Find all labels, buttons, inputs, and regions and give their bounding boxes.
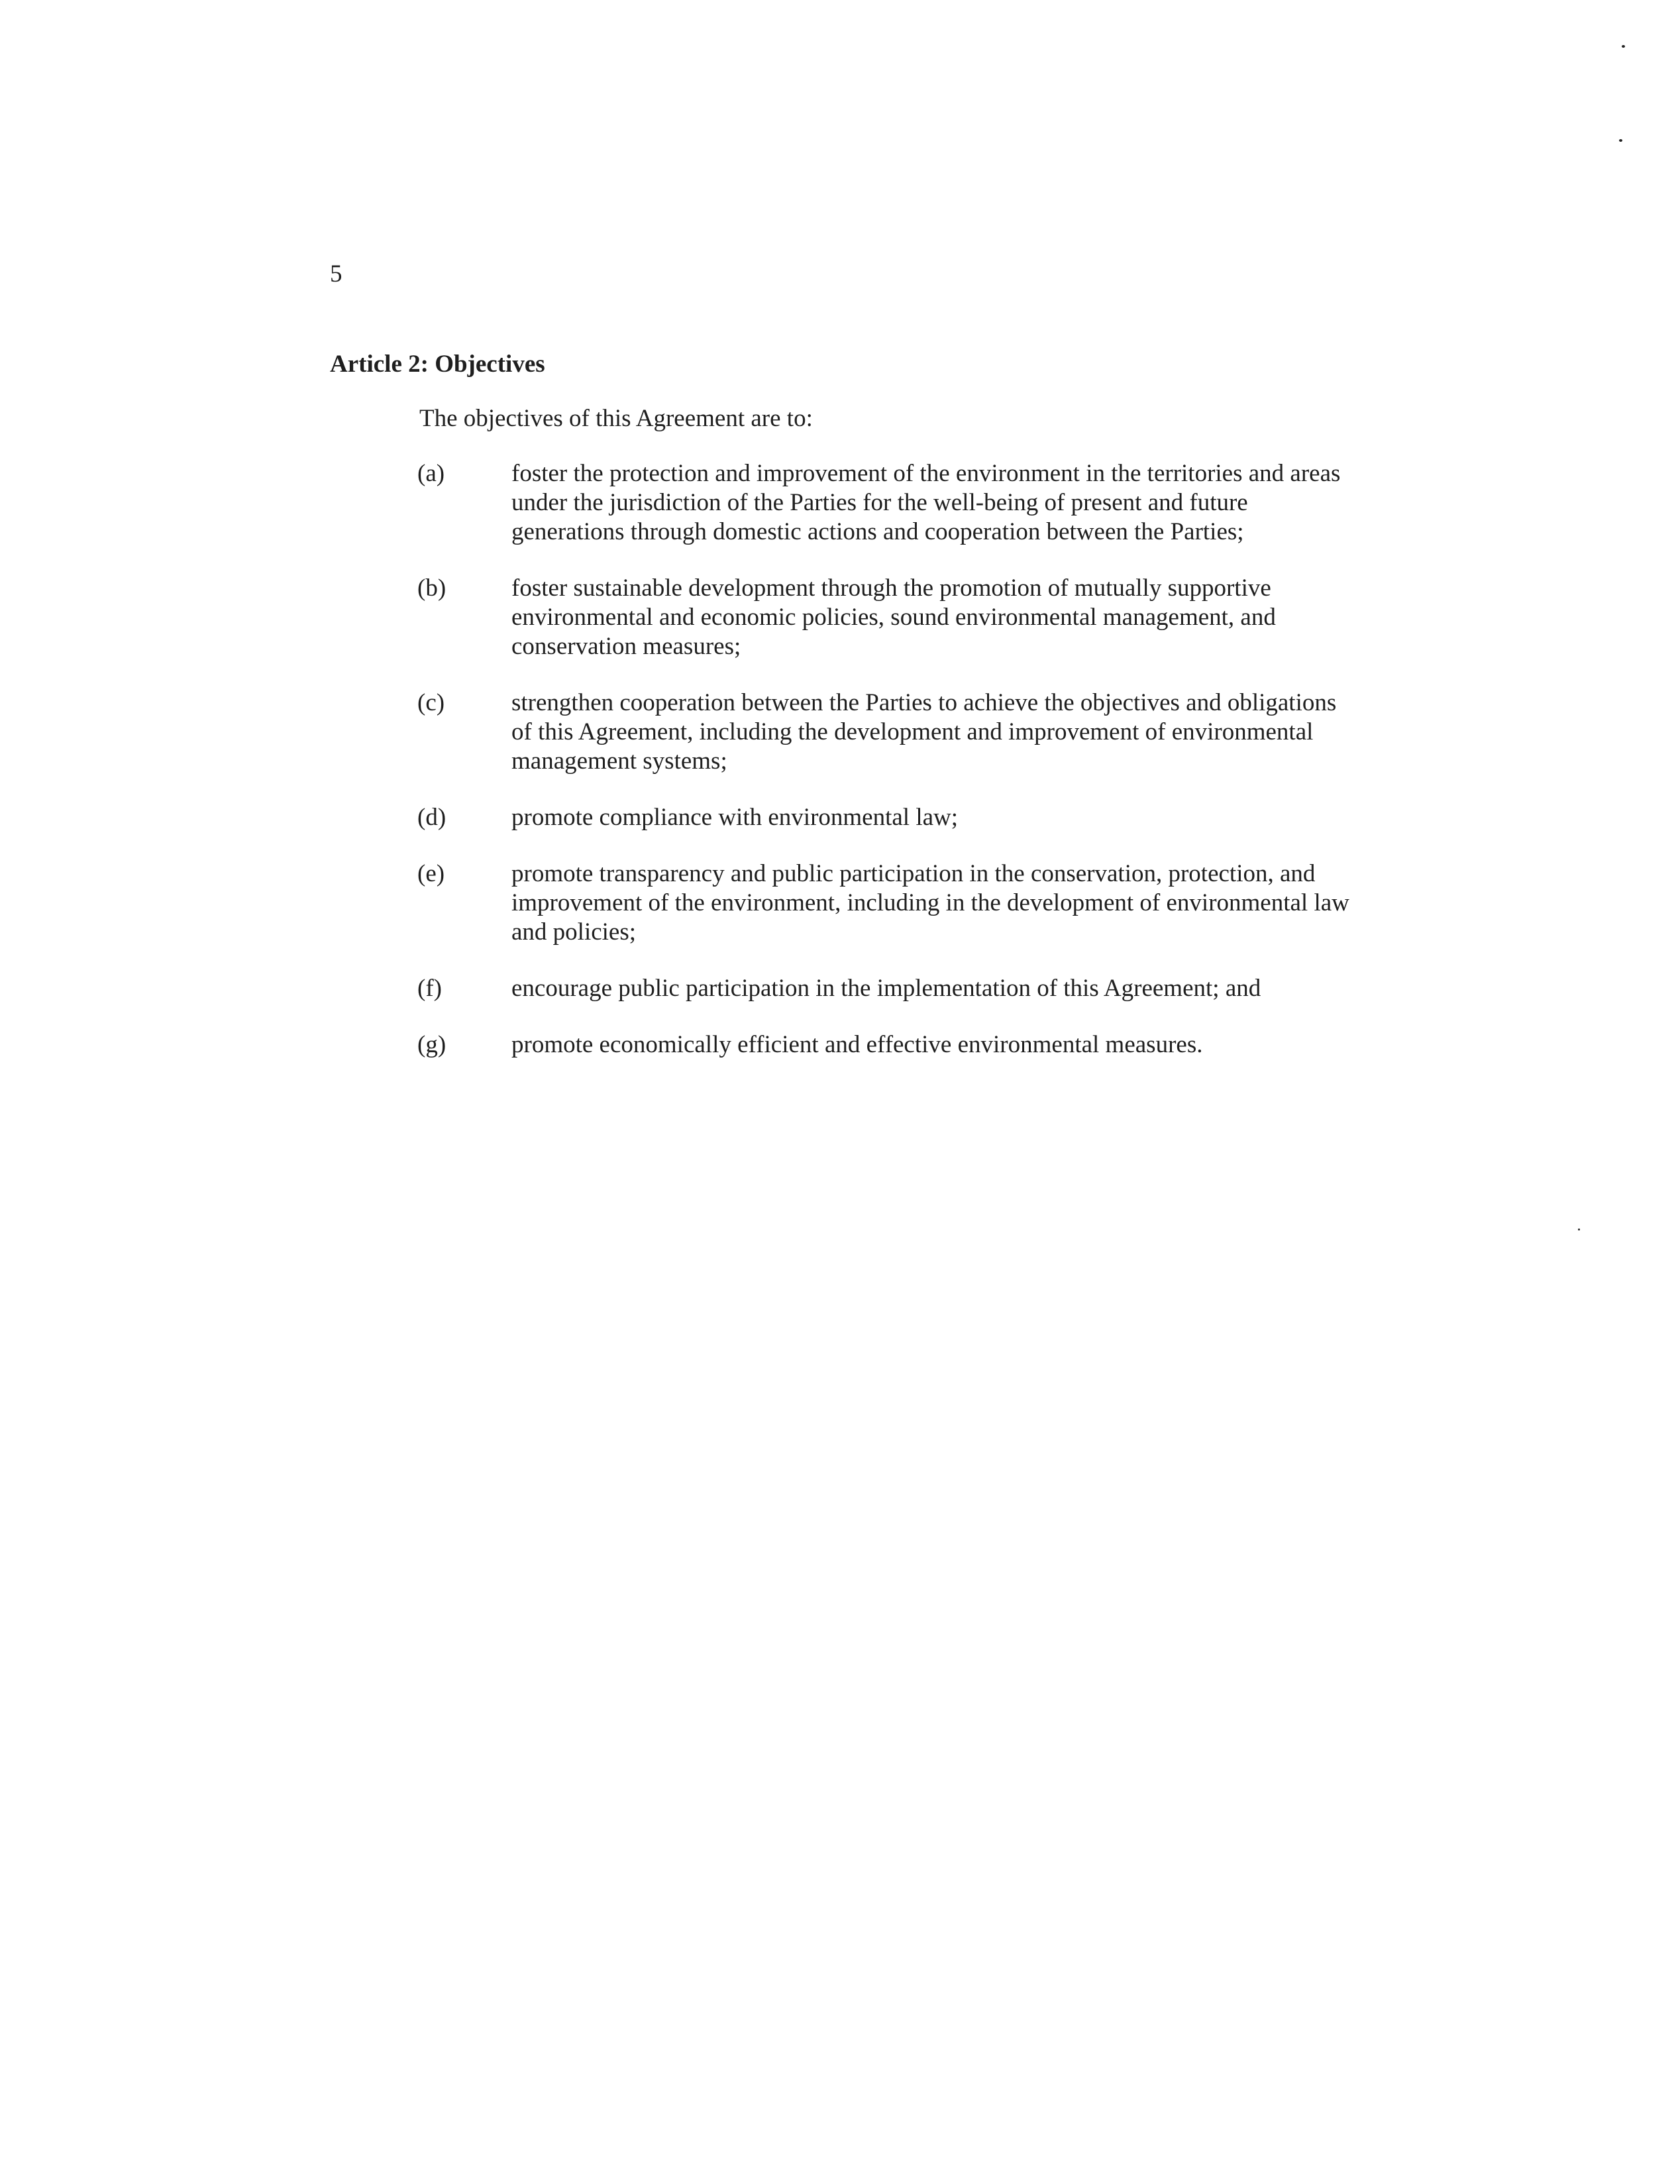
objective-text: promote economically efficient and effective environmental measures. [511, 1031, 1203, 1058]
objective-text: strengthen cooperation between the Parties to achieve the objectives and obligations of this Agreement, including the development and improvement of environmental management systems; [511, 689, 1337, 775]
objective-text: promote transparency and public participation in the conservation, protection, and improvement of the environment, including in the development of environmental law and policies; [511, 860, 1349, 946]
objective-item [417, 1030, 1358, 1060]
objective-item [417, 974, 1358, 1003]
objectives-intro: The objectives of this Agreement are to: [419, 405, 813, 432]
objective-label: (g) [417, 1031, 446, 1058]
objectives-list [417, 459, 1358, 1087]
objective-label: (a) [417, 460, 445, 487]
objective-item [417, 459, 1358, 547]
objective-label: (d) [417, 804, 446, 831]
scan-speck [1619, 139, 1622, 142]
objective-item [417, 688, 1358, 776]
objective-label: (e) [417, 860, 445, 887]
scan-speck [1622, 45, 1625, 48]
objective-text: foster sustainable development through the promotion of mutually supportive environmental and economic policies, sound environmental management, and conservation measures; [511, 574, 1276, 660]
objective-text: encourage public participation in the implementation of this Agreement; and [511, 975, 1261, 1002]
objective-text: foster the protection and improvement of the environment in the territories and areas under the jurisdiction of the Parties for the well-being of present and future generations through domestic actions and cooperation between the Parties; [511, 460, 1341, 545]
objective-text: promote compliance with environmental law; [511, 804, 959, 831]
page-number: 5 [330, 260, 342, 288]
article-heading: Article 2: Objectives [330, 351, 545, 378]
objective-item [417, 859, 1358, 947]
objective-label: (f) [417, 975, 442, 1002]
objective-label: (c) [417, 689, 445, 716]
objective-label: (b) [417, 574, 446, 602]
objective-item [417, 803, 1358, 832]
scan-speck [1578, 1228, 1580, 1230]
objective-item [417, 574, 1358, 661]
